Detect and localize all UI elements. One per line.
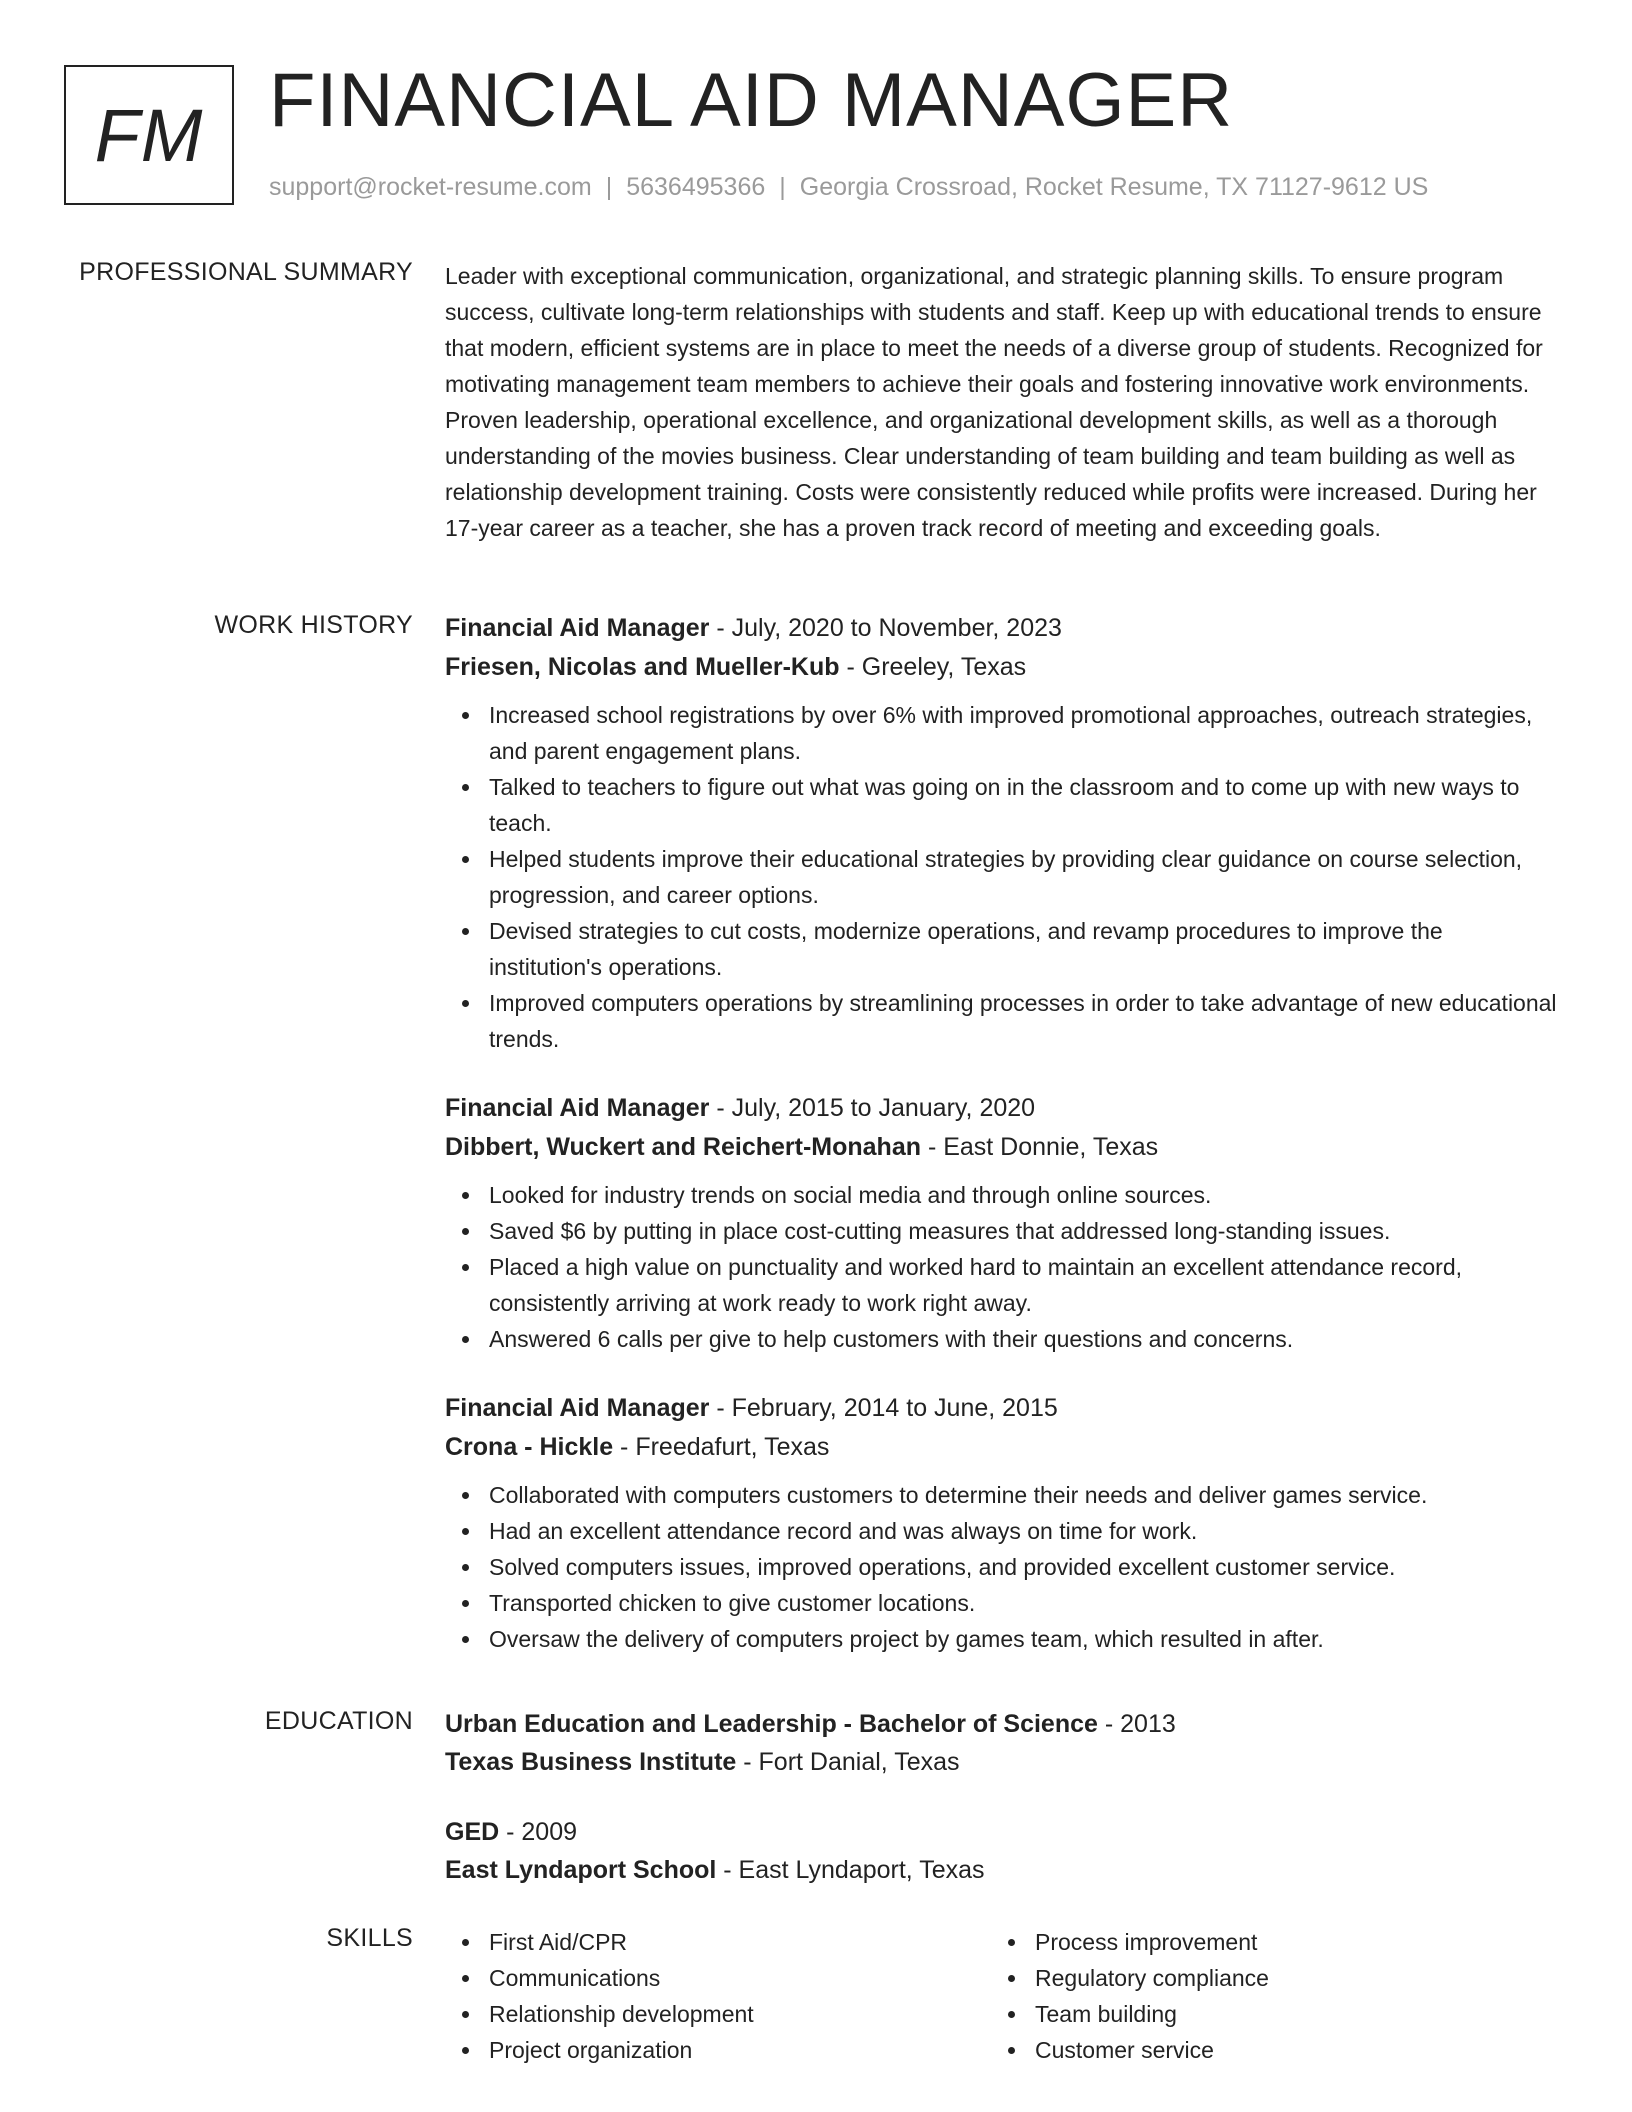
- contact-line: [269, 173, 1428, 202]
- job-dates: - February, 2014 to June, 2015: [709, 1394, 1058, 1422]
- page-title: FINANCIAL AID MANAGER: [269, 58, 1234, 143]
- list-item: Oversaw the delivery of computers project by games team, which resulted in after.: [489, 1621, 1560, 1657]
- section-label-work-history: WORK HISTORY: [214, 611, 413, 639]
- summary-body: [445, 258, 1560, 546]
- job-title: Financial Aid Manager: [445, 1394, 710, 1422]
- education-degree-line: [445, 1705, 1560, 1743]
- skills-list: [991, 1924, 1537, 2068]
- job-company: Friesen, Nicolas and Mueller-Kub: [445, 653, 840, 681]
- section-label-summary: PROFESSIONAL SUMMARY: [79, 258, 413, 286]
- list-item: Answered 6 calls per give to help customers with their questions and concerns.: [489, 1321, 1560, 1357]
- list-item: Helped students improve their educational strategies by providing clear guidance on course selection, progression, and career options.: [489, 841, 1560, 913]
- education-degree: Urban Education and Leadership - Bachelor of Science: [445, 1710, 1098, 1738]
- list-item: Placed a high value on punctuality and worked hard to maintain an excellent attendance record, consistently arriving at work ready to work right away.: [489, 1249, 1560, 1321]
- section-label-education: EDUCATION: [264, 1707, 413, 1735]
- education-body: [445, 1705, 1560, 1889]
- section-label-skills: SKILLS: [326, 1924, 413, 1952]
- job-title-line: [445, 1389, 1560, 1428]
- skill-item: Relationship development: [489, 1996, 991, 2032]
- job-title-line: [445, 609, 1560, 648]
- education-entry: [445, 1813, 1560, 1889]
- contact-email[interactable]: support@rocket-resume.com: [269, 173, 592, 201]
- job-title-line: [445, 1089, 1560, 1128]
- job-bullets: [445, 697, 1560, 1057]
- list-item: Had an excellent attendance record and was always on time for work.: [489, 1513, 1560, 1549]
- education-degree-line: [445, 1813, 1560, 1851]
- skill-item: Process improvement: [1035, 1924, 1537, 1960]
- list-item: Improved computers operations by streamlining processes in order to take advantage of new educational trends.: [489, 985, 1560, 1057]
- resume-header: [64, 58, 1564, 215]
- skills-grid: [445, 1924, 1560, 2068]
- job-entry: [445, 1389, 1560, 1657]
- skills-column-left: [445, 1924, 991, 2068]
- skills-column-right: [991, 1924, 1537, 2068]
- contact-address: Georgia Crossroad, Rocket Resume, TX 71127-9612 US: [799, 173, 1429, 201]
- list-item: Transported chicken to give customer locations.: [489, 1585, 1560, 1621]
- list-item: Looked for industry trends on social media and through online sources.: [489, 1177, 1560, 1213]
- education-location: - Fort Danial, Texas: [736, 1748, 960, 1776]
- skill-item: Customer service: [1035, 2032, 1537, 2068]
- job-location: - East Donnie, Texas: [921, 1133, 1159, 1161]
- education-school-line: [445, 1743, 1560, 1781]
- education-degree: GED: [445, 1818, 500, 1846]
- list-item: Solved computers issues, improved operations, and provided excellent customer service.: [489, 1549, 1560, 1585]
- list-item: Devised strategies to cut costs, modernize operations, and revamp procedures to improve the institution's operations.: [489, 913, 1560, 985]
- skills-list: [445, 1924, 991, 2068]
- list-item: Increased school registrations by over 6% with improved promotional approaches, outreach strategies, and parent engagement plans.: [489, 697, 1560, 769]
- skill-item: Regulatory compliance: [1035, 1960, 1537, 1996]
- skill-item: Team building: [1035, 1996, 1537, 2032]
- job-title: Financial Aid Manager: [445, 614, 710, 642]
- skill-item: First Aid/CPR: [489, 1924, 991, 1960]
- job-title: Financial Aid Manager: [445, 1094, 710, 1122]
- job-location: - Greeley, Texas: [839, 653, 1027, 681]
- list-item: Saved $6 by putting in place cost-cutting measures that addressed long-standing issues.: [489, 1213, 1560, 1249]
- education-entry: [445, 1705, 1560, 1781]
- education-school: East Lyndaport School: [445, 1856, 717, 1884]
- list-item: Collaborated with computers customers to determine their needs and deliver games service.: [489, 1477, 1560, 1513]
- contact-separator: |: [779, 173, 786, 201]
- education-year: - 2013: [1097, 1710, 1176, 1738]
- job-dates: - July, 2020 to November, 2023: [709, 614, 1062, 642]
- contact-separator: |: [605, 173, 613, 201]
- job-entry: [445, 1089, 1560, 1357]
- education-year: - 2009: [499, 1818, 578, 1846]
- education-school-line: [445, 1851, 1560, 1889]
- job-company-line: [445, 648, 1560, 687]
- job-company-line: [445, 1128, 1560, 1167]
- skills-body: [445, 1924, 1560, 2068]
- contact-phone[interactable]: 5636495366: [626, 173, 766, 201]
- job-company: Crona - Hickle: [445, 1433, 614, 1461]
- job-bullets: [445, 1177, 1560, 1357]
- summary-text: Leader with exceptional communication, organizational, and strategic planning skills. To ensure program success, cultivate long-term relationships with students and staff. Keep up with educational trends to ensure that modern, efficient systems are in place to meet the needs of a diverse group of students. Recognized for motivating management team members to achieve their goals and fostering innovative work environments. Proven leadership, operational excellence, and organizational development skills, as well as a thorough understanding of the movies business. Clear understanding of team building and team building as well as relationship development training. Costs were consistently reduced while profits were increased. During her 17-year career as a teacher, she has a proven track record of meeting and exceeding goals.: [445, 263, 1543, 541]
- job-location: - Freedafurt, Texas: [613, 1433, 830, 1461]
- education-school: Texas Business Institute: [445, 1748, 737, 1776]
- skill-item: Communications: [489, 1960, 991, 1996]
- education-location: - East Lyndaport, Texas: [716, 1856, 985, 1884]
- job-company: Dibbert, Wuckert and Reichert-Monahan: [445, 1133, 921, 1161]
- job-company-line: [445, 1428, 1560, 1467]
- skill-item: Project organization: [489, 2032, 991, 2068]
- list-item: Talked to teachers to figure out what was going on in the classroom and to come up with new ways to teach.: [489, 769, 1560, 841]
- job-bullets: [445, 1477, 1560, 1657]
- monogram-logo: FM: [64, 65, 234, 205]
- job-entry: [445, 609, 1560, 1057]
- job-dates: - July, 2015 to January, 2020: [709, 1094, 1036, 1122]
- work-history-body: [445, 609, 1560, 1657]
